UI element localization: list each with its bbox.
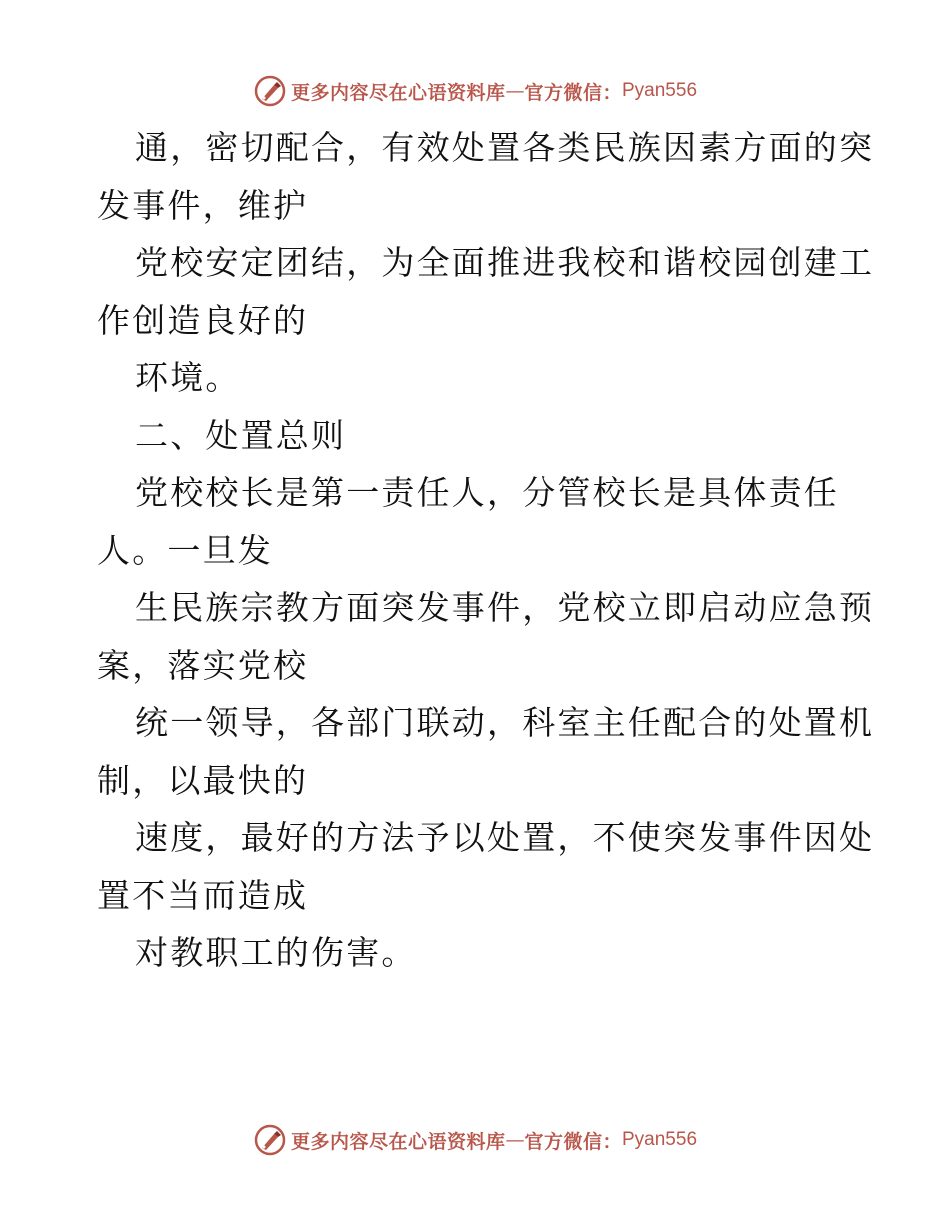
watermark-site-text: 更多内容尽在心语资料库: [290, 1130, 506, 1153]
body-text-line: 置不当而造成: [97, 875, 309, 915]
document-body: [97, 119, 875, 982]
body-text-line: 速度，最好的方法予以处置，不使突发事件因处: [135, 818, 875, 857]
body-text-line: 人。一旦发: [97, 530, 273, 570]
footer-watermark: [0, 1120, 950, 1160]
watermark-wechat-label: 官方微信：: [524, 81, 622, 104]
body-text-line: 环境。: [135, 358, 241, 397]
pen-logo-icon: [253, 74, 287, 108]
body-text-line: 对教职工的伤害。: [135, 933, 417, 972]
body-text-line: 生民族宗教方面突发事件，党校立即启动应急预: [135, 588, 875, 627]
watermark-separator: —: [505, 80, 525, 102]
watermark-separator: —: [505, 1129, 525, 1151]
header-watermark: [0, 71, 950, 111]
watermark-wechat-label: 官方微信：: [524, 1130, 622, 1153]
pen-logo-icon: [253, 1123, 287, 1157]
body-text-line: 党校校长是第一责任人，分管校长是具体责任: [135, 473, 839, 512]
body-text-line: 二、处置总则: [135, 415, 347, 455]
watermark-site-text: 更多内容尽在心语资料库: [290, 81, 506, 104]
body-text-line: 作创造良好的: [97, 300, 309, 340]
body-text-line: 统一领导，各部门联动，科室主任配合的处置机: [135, 703, 875, 742]
body-text-line: 制，以最快的: [97, 760, 309, 800]
body-text-line: 发事件，维护: [97, 185, 309, 225]
body-text-line: 案，落实党校: [97, 645, 309, 685]
body-text-line: 党校安定团结，为全面推进我校和谐校园创建工: [135, 243, 875, 282]
watermark-wechat-id: Pyan556: [622, 1129, 698, 1150]
body-text-line: 通，密切配合，有效处置各类民族因素方面的突: [135, 128, 875, 167]
watermark-wechat-id: Pyan556: [622, 80, 698, 101]
